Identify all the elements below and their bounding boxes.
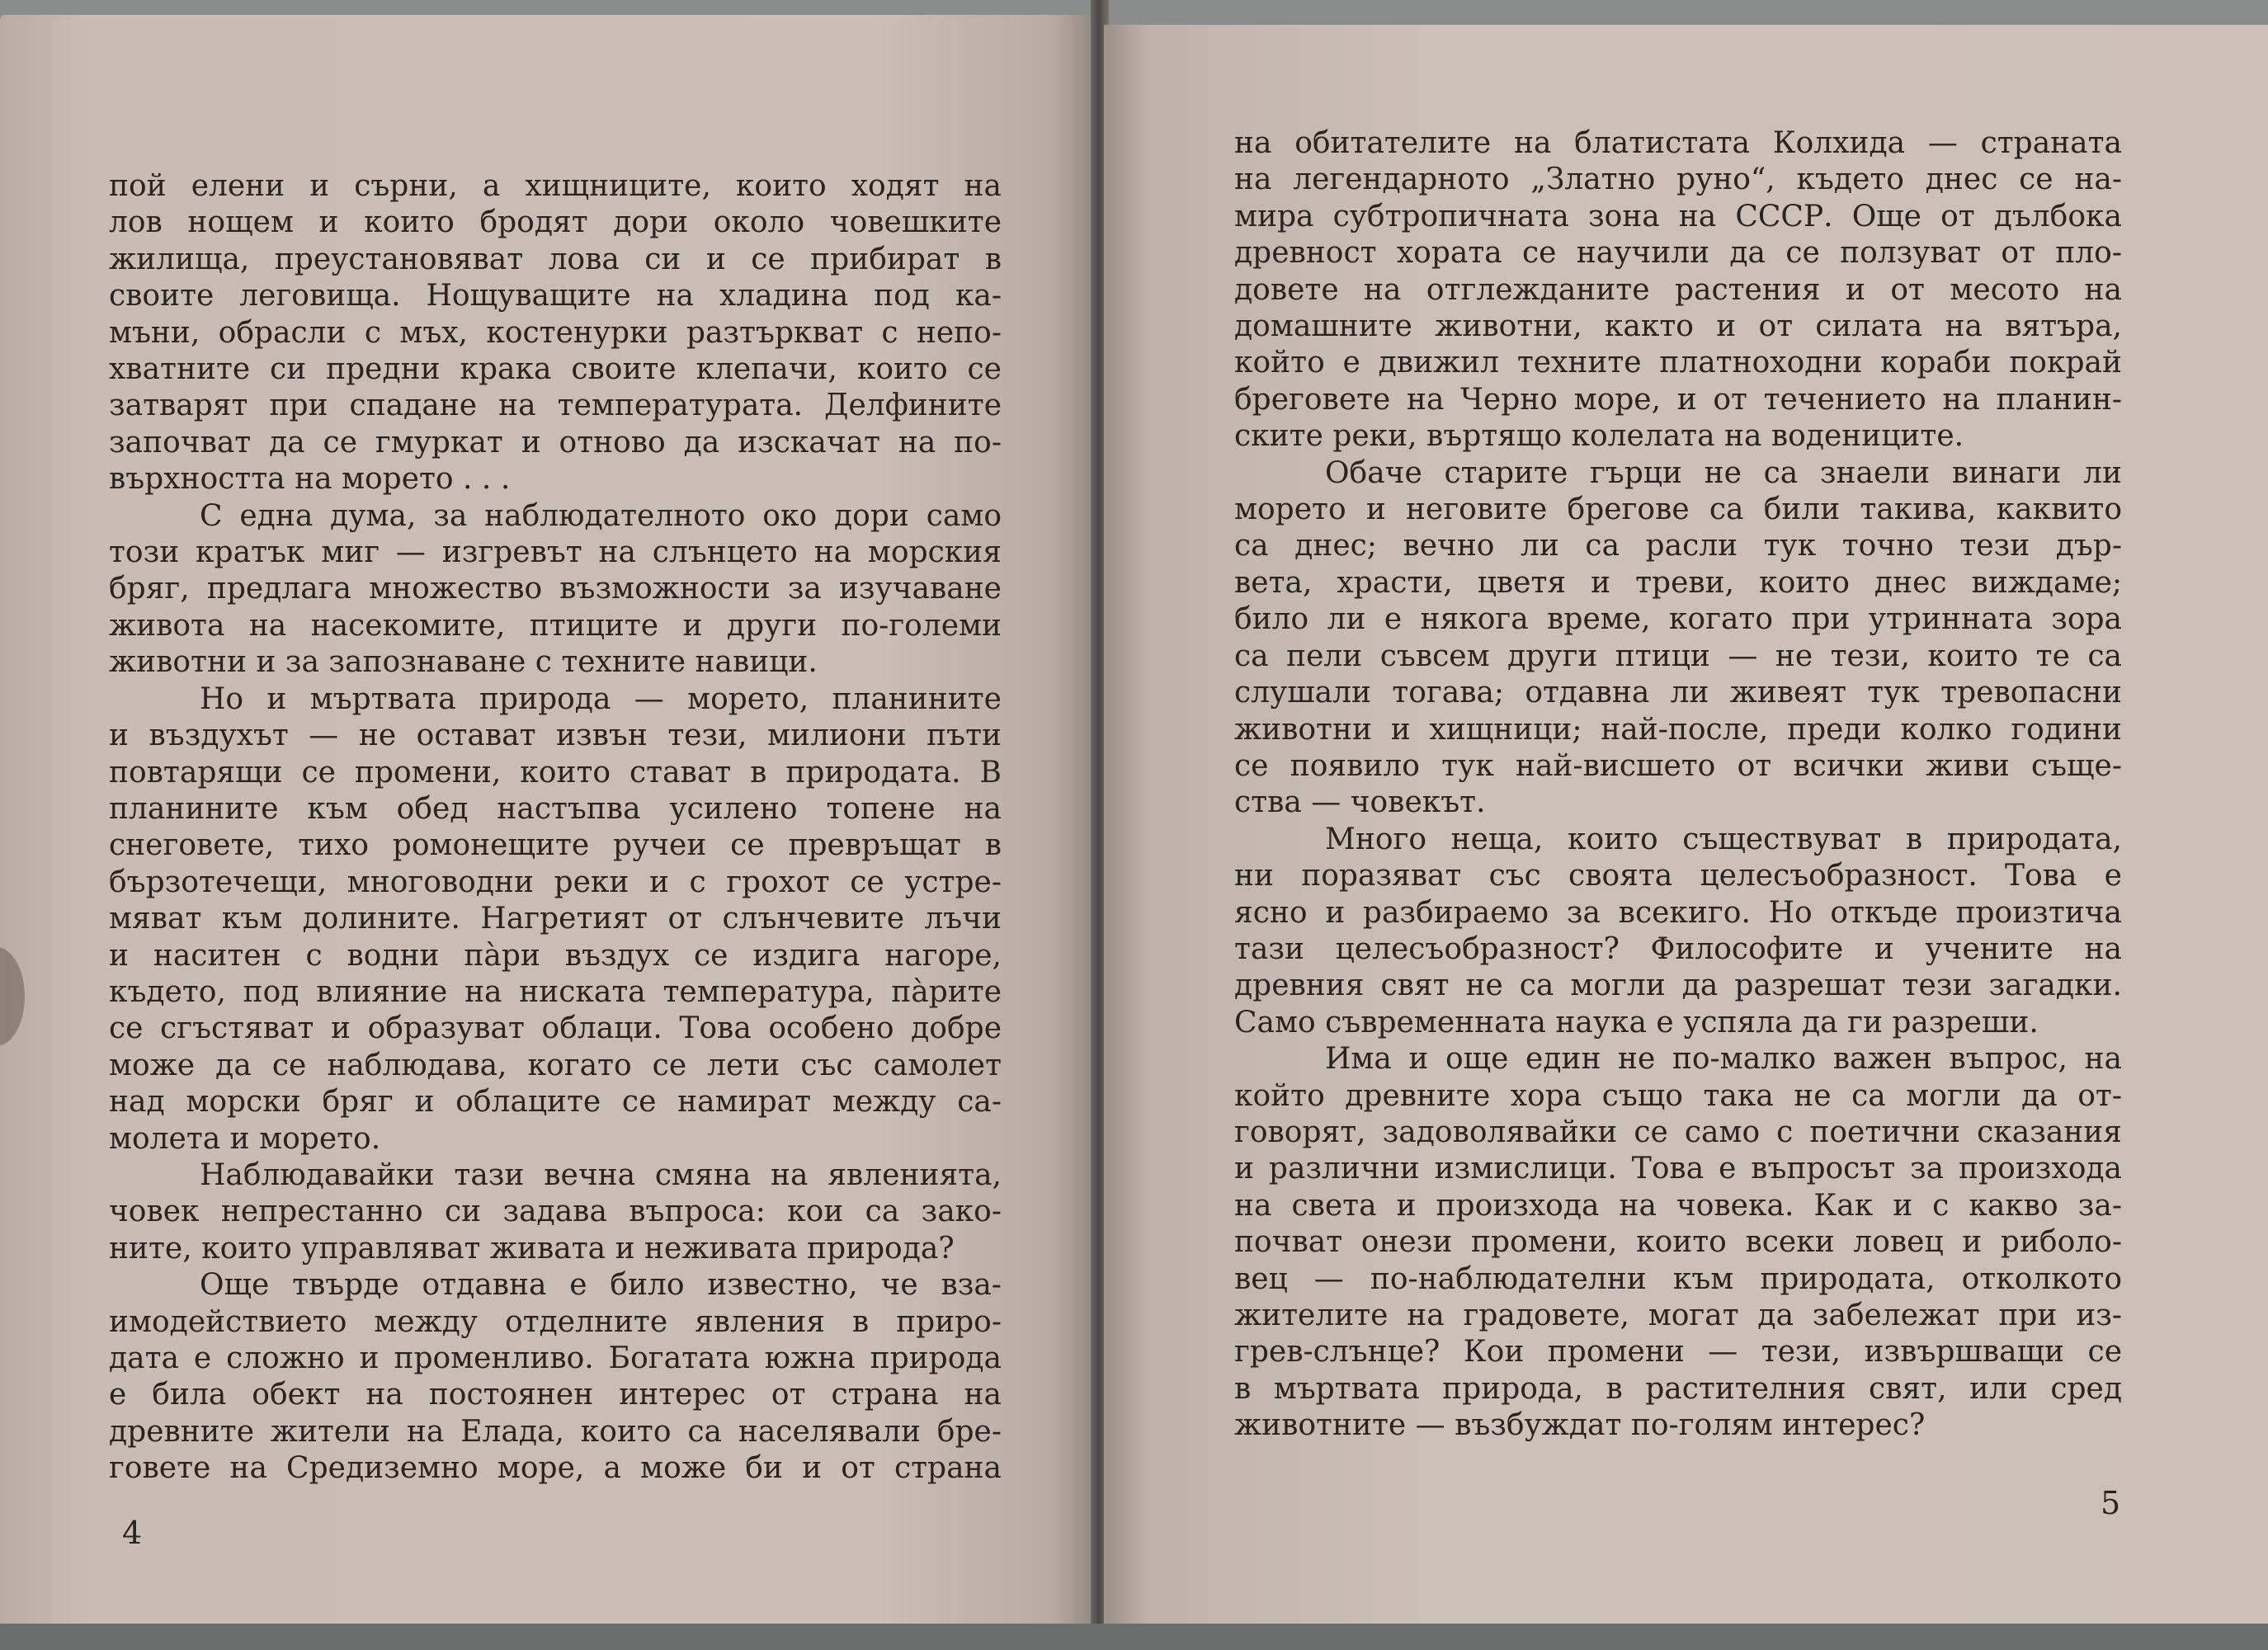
text-line: в мъртвата природа, в растителния свят, или сред (1234, 1371, 2122, 1406)
paragraph (1234, 1041, 2122, 1444)
paragraph (109, 498, 1002, 681)
text-line: слушали тогава; отдавна ли живеят тук тревопасни (1234, 676, 2122, 710)
text-line: Има и още един не по-малко важен въпрос, на (1325, 1042, 2122, 1077)
text-line: Но и мъртвата природа — морето, планините (200, 681, 1002, 716)
text-line: вец — по-наблюдателни към природата, отколкото (1234, 1261, 2122, 1296)
text-line: пой елени и сърни, а хищниците, които ходят на (109, 169, 1002, 203)
left-page (0, 15, 1097, 1632)
text-line: бреговете на Черно море, и от течението на планин- (1234, 382, 2122, 417)
text-line: живота на насекомите, птиците и други по-големи (109, 608, 1002, 643)
text-line: който древните хора също така не са могли да от- (1234, 1078, 2122, 1113)
text-line: довете на отглежданите растения и от месото на (1234, 272, 2122, 307)
text-line: жилища, преустановяват лова си и се прибират в (109, 242, 1002, 276)
text-line: човек непрестанно си задава въпроса: кои са зако- (109, 1195, 1002, 1229)
text-line: и различни измислици. Това е въпросът за произхода (1234, 1152, 2122, 1186)
paragraph (1234, 125, 2122, 455)
text-line: този кратък миг — изгревът на слънцето на морския (109, 535, 1002, 570)
text-line: дата е сложно и променливо. Богатата южна природа (109, 1341, 1002, 1375)
text-line: на легендарното „Златно руно“, където днес се на- (1234, 163, 2122, 197)
text-line: започват да се гмуркат и отново да изскачат на по- (109, 425, 1002, 460)
text-line: мяват към долините. Нагретият от слънчевите лъчи (109, 902, 1002, 936)
text-line: ни поразяват със своята целесъобразност. Това е (1234, 859, 2122, 893)
left-page-number: 4 (122, 1515, 143, 1551)
text-line: на обитателите на блатистата Колхида — страната (1234, 126, 2122, 160)
text-line: Наблюдавайки тази вечна смяна на явленията, (200, 1157, 1002, 1192)
text-line: Много неща, които съществуват в природата, (1325, 822, 2122, 856)
text-line: жителите на градовете, могат да забележат при из- (1234, 1299, 2122, 1332)
text-line: е била обект на постоянен интерес от страна на (109, 1378, 1002, 1412)
text-line: С една дума, за наблюдателното око дори само (200, 498, 1002, 533)
text-line: домашните животни, както и от силата на вятъра, (1234, 309, 2122, 344)
text-line: затварят при спадане на температурата. Делфините (109, 389, 1002, 423)
right-page-text (1234, 125, 2122, 1445)
text-line: където, под влияние на ниската температура, пàрите (109, 974, 1002, 1009)
text-line: на света и произхода на човека. Как и с какво за- (1234, 1188, 2122, 1223)
table-edge (0, 1624, 2268, 1650)
text-line: бързотечещи, многоводни реки и с грохот се устре- (109, 865, 1002, 899)
paragraph (109, 1267, 1002, 1487)
text-line: ства — човекът. (1234, 785, 1486, 820)
text-line: своите леговища. Нощуващите на хладина под ка- (109, 279, 1002, 314)
right-page-number: 5 (2101, 1485, 2121, 1521)
text-line: над морски бряг и облаците се намират между са- (109, 1085, 1002, 1120)
text-line: древност хората се научили да се ползуват от пло- (1234, 236, 2122, 271)
text-line: и въздухът — не остават извън тези, милиони пъти (109, 719, 1002, 753)
text-line: който е движил техните платноходни кораби покрай (1234, 346, 2122, 380)
text-line: Още твърде отдавна е било известно, че вза- (200, 1268, 1002, 1303)
text-line: молета и морето. (109, 1121, 381, 1156)
text-line: мъни, обрасли с мъх, костенурки разтъркват с непо- (109, 315, 1002, 350)
text-line: древния свят не са могли да разрешат тези загадки. (1234, 969, 2122, 1003)
text-line: Само съвременната наука е успяла да ги разреши. (1234, 1005, 2039, 1040)
text-line: животни и хищници; най-после, преди колко години (1234, 712, 2122, 747)
text-line: говете на Средиземно море, а може би и от страна (109, 1451, 1002, 1486)
paragraph (1234, 455, 2122, 822)
text-line: ните, които управляват живата и неживата природа? (109, 1231, 955, 1266)
text-line: снеговете, тихо ромонещите ручеи се превръщат в (109, 828, 1002, 863)
text-line: върхността на морето . . . (109, 462, 511, 497)
text-line: хватните си предни крака своите клепачи, които се (109, 352, 1002, 387)
text-line: животни и за запознаване с техните навици. (109, 645, 818, 680)
text-line: древните жители на Елада, които са населявали бре- (109, 1414, 1002, 1449)
text-line: било ли е някога време, когато при утринната зора (1234, 602, 2122, 637)
text-line: тази целесъобразност? Философите и учените на (1234, 931, 2122, 966)
text-line: почват онези промени, които всеки ловец и риболо- (1234, 1225, 2122, 1260)
text-line: се появило тук най-висшето от всички живи съще- (1234, 748, 2122, 783)
text-line: планините към обед настъпва усилено топене на (109, 791, 1002, 826)
paragraph (109, 681, 1002, 1157)
paragraph (1234, 822, 2122, 1041)
text-line: животните — възбуждат по-голям интерес? (1234, 1408, 1926, 1443)
text-line: грев-слънце? Кои промени — тези, извършващи се (1234, 1335, 2122, 1370)
page-stain (0, 947, 25, 1046)
text-line: се сгъстяват и образуват облаци. Това особено добре (109, 1011, 1002, 1046)
text-line: ясно и разбираемо за всекиго. Но откъде произтича (1234, 895, 2122, 930)
text-line: ските реки, въртящо колелата на водениците. (1234, 419, 1964, 454)
text-line: мира субтропичната зона на СССР. Още от дълбока (1234, 199, 2122, 233)
text-line: са пели съвсем други птици — не тези, които те са (1234, 639, 2122, 673)
right-page (1104, 25, 2268, 1625)
paragraph (109, 1157, 1002, 1267)
text-line: имодействието между отделните явления в приро- (109, 1304, 1002, 1339)
text-line: вета, храсти, цветя и треви, които днес виждаме; (1234, 565, 2122, 600)
text-line: повтарящи се промени, които стават в природата. В (109, 755, 1002, 790)
text-line: лов нощем и които бродят дори около човешките (109, 205, 1002, 240)
text-line: Обаче старите гърци не са знаели винаги ли (1325, 455, 2122, 490)
text-line: може да се наблюдава, когато се лети със самолет (109, 1048, 1002, 1082)
text-line: морето и неговите брегове са били такива, каквито (1234, 493, 2122, 527)
paragraph (109, 168, 1002, 498)
text-line: говорят, задоволявайки се само с поетични сказания (1234, 1115, 2122, 1149)
text-line: бряг, предлага множество възможности за изучаване (109, 572, 1002, 606)
text-line: са днес; вечно ли са расли тук точно тези дър- (1234, 529, 2122, 563)
text-line: и наситен с водни пàри въздух се издига нагоре, (109, 938, 1002, 973)
left-page-text (109, 168, 1002, 1487)
